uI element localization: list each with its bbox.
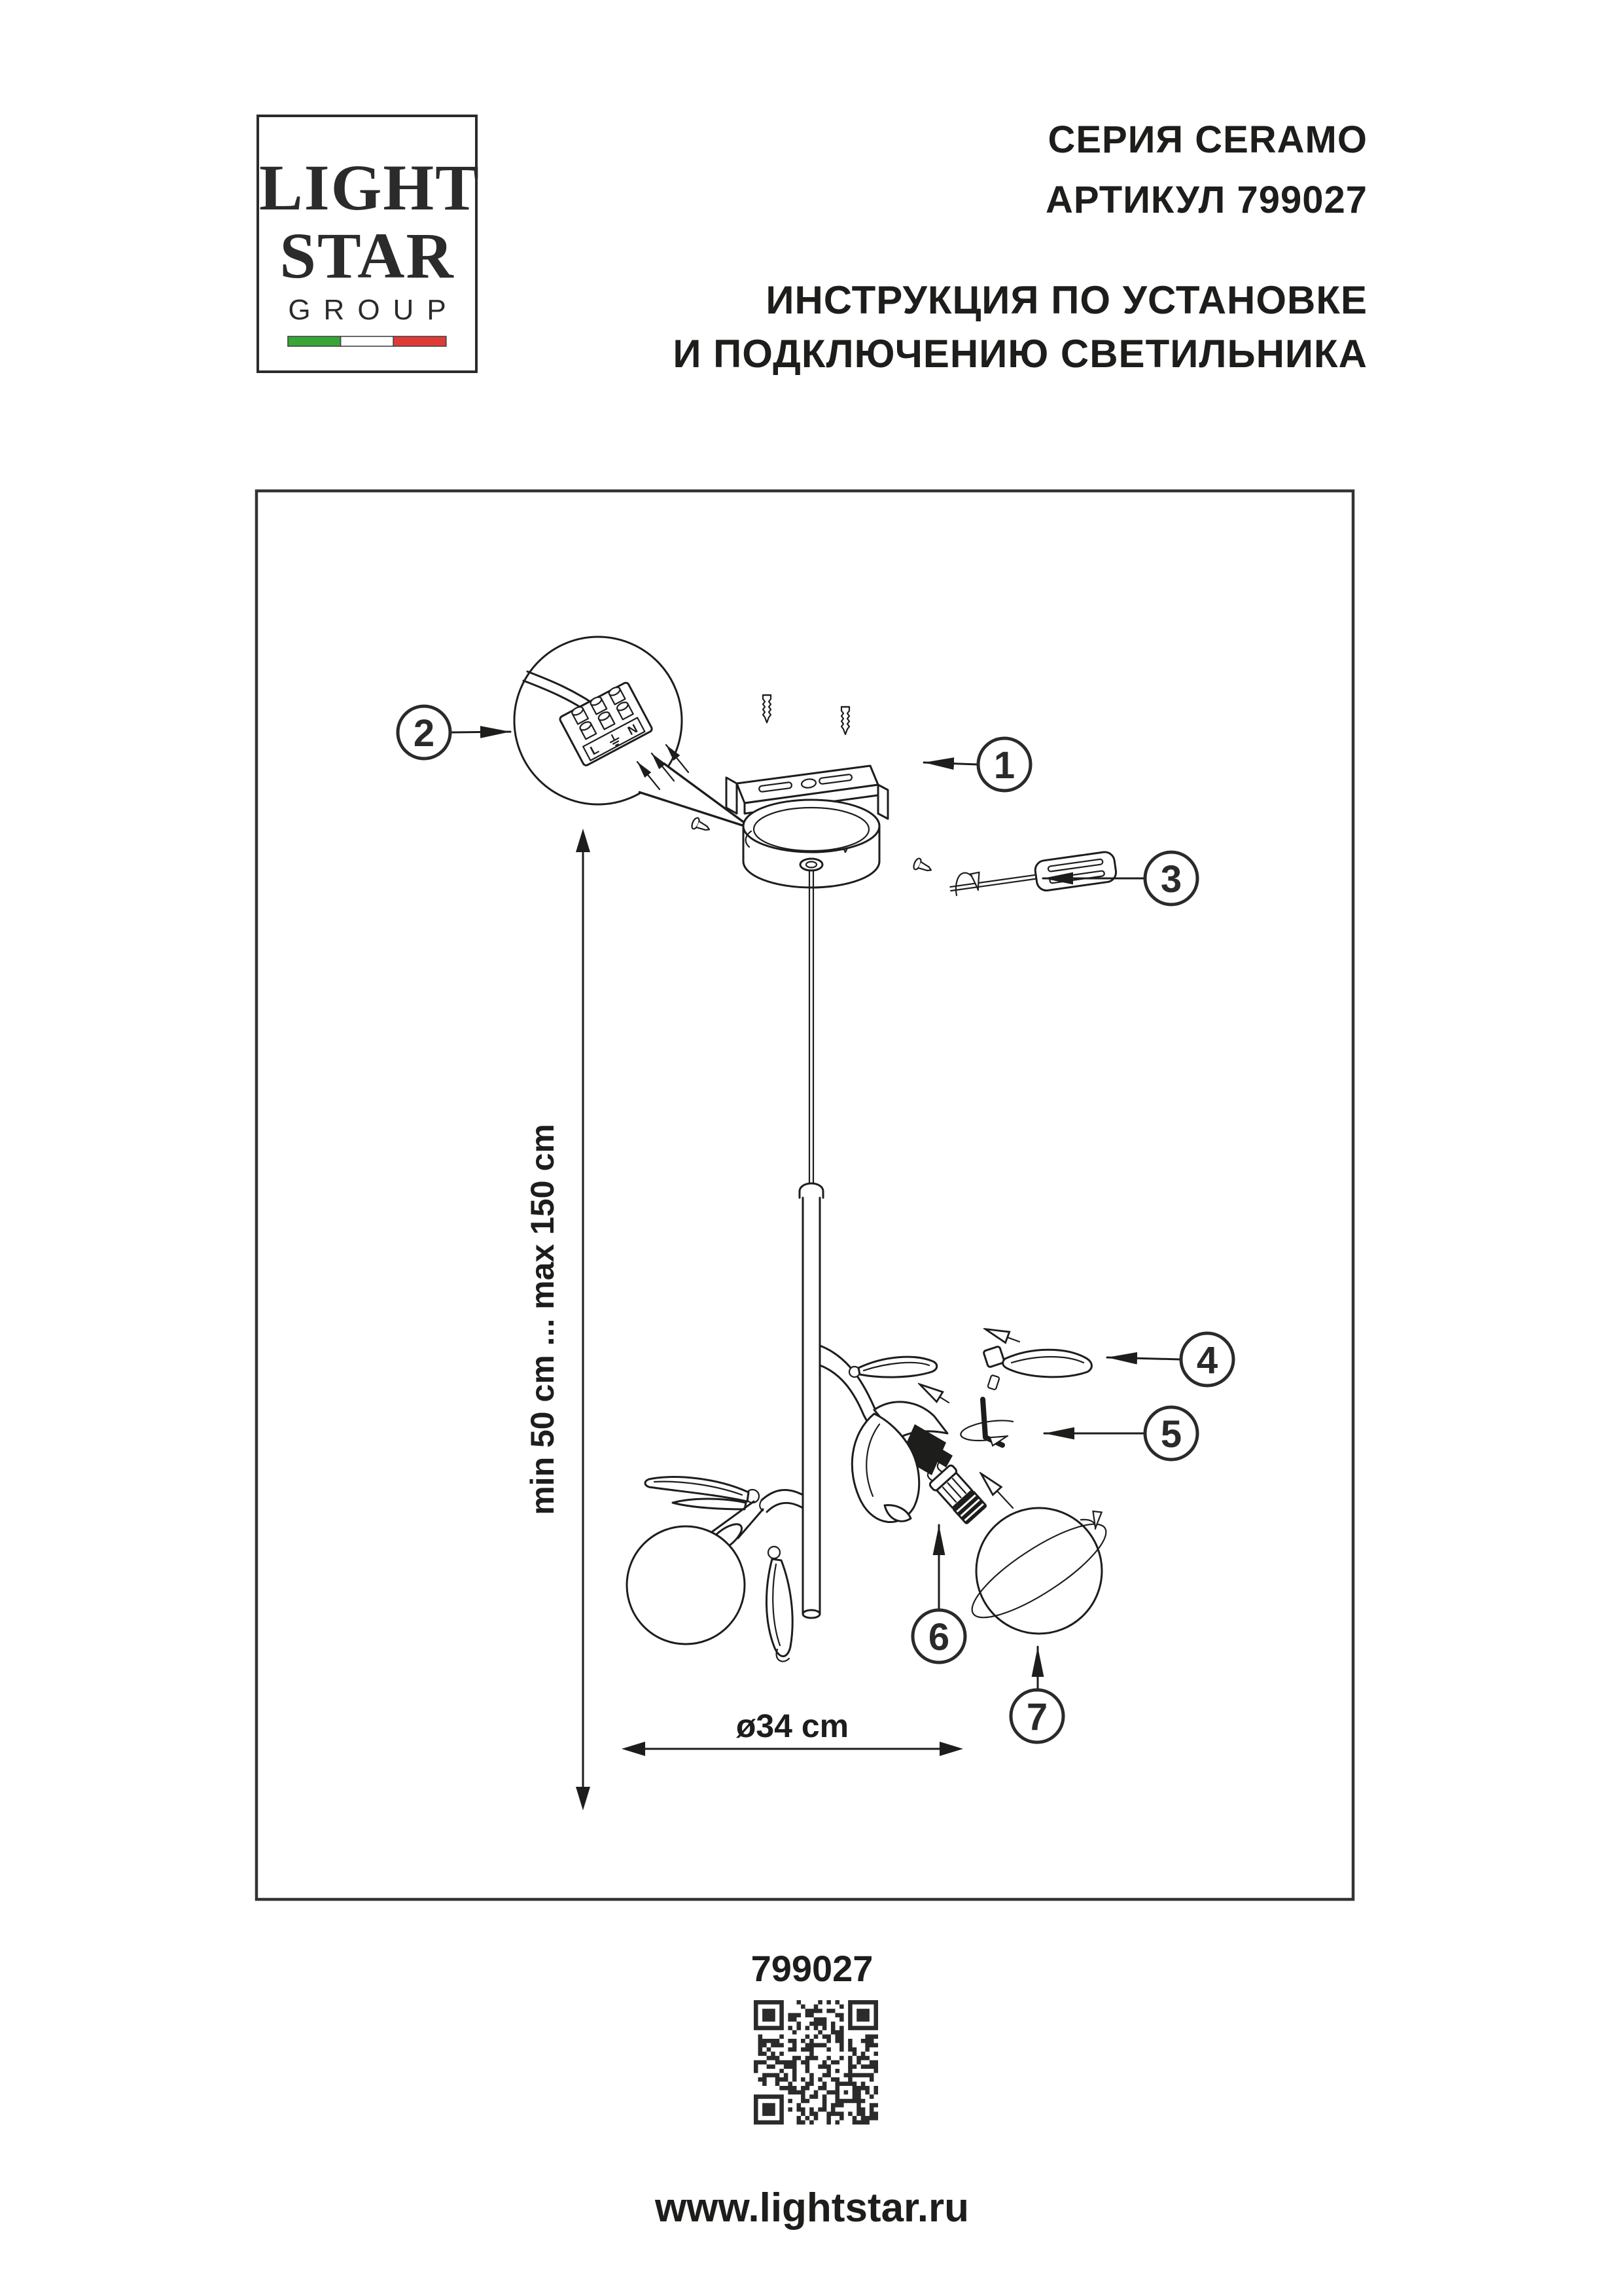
callout-7-number: 7 (1026, 1696, 1048, 1738)
left-shade-and-globe (627, 1501, 763, 1644)
ceiling-canopy (743, 800, 879, 888)
leaf-part (983, 1346, 1092, 1377)
footer-article-number: 799027 (750, 1948, 874, 1989)
callout-6-number: 6 (928, 1616, 950, 1659)
diameter-dimension (622, 1708, 963, 1756)
terminal-detail-balloon (514, 637, 752, 829)
terminal-label-l: L (588, 742, 602, 759)
canopy-screw-left (690, 817, 711, 835)
callout-7 (1011, 1647, 1063, 1742)
logo-word-light: LIGHT (259, 151, 480, 224)
logo-word-group: GROUP (288, 294, 459, 326)
height-dimension-label: min 50 cm ... max 150 cm (524, 1124, 561, 1515)
terminal-label-n: N (626, 721, 641, 738)
callout-4 (1107, 1333, 1233, 1386)
logo-word-star: STAR (279, 219, 455, 292)
bulb-insert-arrow (980, 1473, 1013, 1508)
hanging-leaf (766, 1547, 792, 1661)
leaf-decor-right (849, 1357, 937, 1377)
grub-screw (987, 1375, 1000, 1390)
callout-5-number: 5 (1160, 1413, 1182, 1456)
leaf-insert-arrow (984, 1329, 1019, 1342)
callout-2-number: 2 (413, 712, 435, 755)
left-arm (760, 1490, 803, 1512)
height-dimension (524, 829, 590, 1810)
glass-globe-spare (961, 1508, 1117, 1634)
screwdriver-icon (949, 851, 1118, 904)
leaf-decor-left (645, 1477, 759, 1509)
instruction-title-2: И ПОДКЛЮЧЕНИЮ СВЕТИЛЬНИКА (673, 332, 1368, 376)
series-title: СЕРИЯ CERAMO (1048, 118, 1368, 161)
wall-anchor (763, 695, 849, 734)
hex-key-icon (961, 1399, 1013, 1445)
article-title: АРТИКУЛ 799027 (1046, 179, 1368, 221)
canopy-screw-right (912, 857, 933, 876)
suspension-cable (809, 870, 813, 1183)
flower-shade (852, 1402, 953, 1522)
callout-5 (1044, 1407, 1197, 1460)
website-link[interactable]: www.lightstar.ru (655, 2185, 969, 2231)
callout-3-number: 3 (1160, 858, 1182, 901)
callout-1 (924, 738, 1031, 791)
callout-1-number: 1 (993, 744, 1015, 787)
diameter-dimension-label: ø34 cm (735, 1708, 849, 1744)
qr-code (754, 2000, 878, 2125)
callout-6 (913, 1525, 965, 1662)
socket-insert-arrow (919, 1384, 949, 1403)
callout-4-number: 4 (1196, 1339, 1218, 1382)
callout-2 (398, 706, 510, 759)
instruction-title-1: ИНСТРУКЦИЯ ПО УСТАНОВКЕ (766, 278, 1368, 322)
pendant-rod (800, 1183, 823, 1618)
